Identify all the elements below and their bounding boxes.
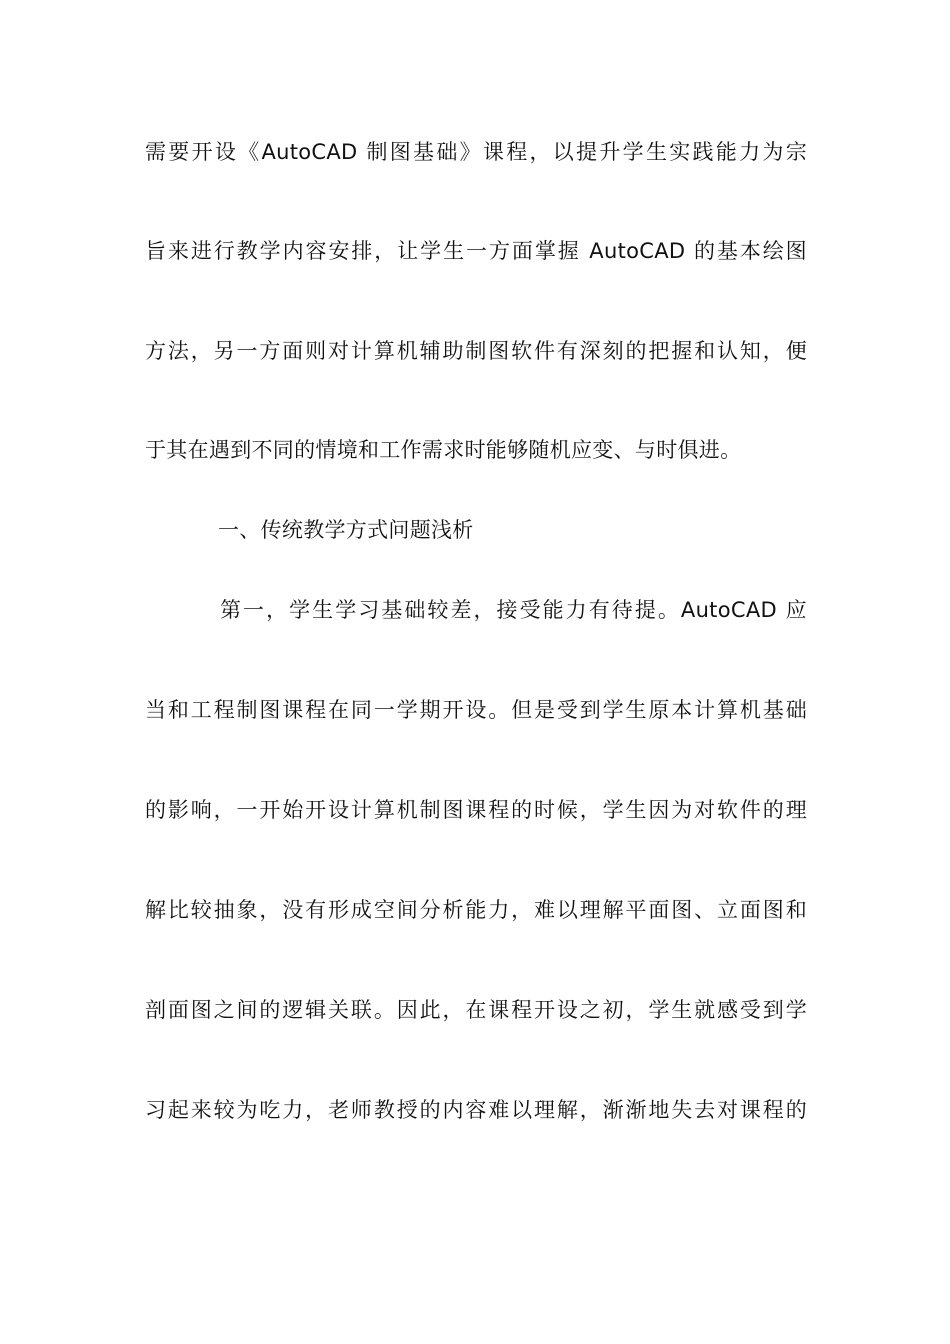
- paragraph-line: 需要开设《AutoCAD 制图基础》课程，以提升学生实践能力为宗: [145, 140, 807, 164]
- section-heading: 一、传统教学方式问题浅析: [218, 518, 474, 542]
- paragraph-line: 方法，另一方面则对计算机辅助制图软件有深刻的把握和认知，便: [145, 339, 807, 363]
- paragraph-line: 的影响，一开始开设计算机制图课程的时候，学生因为对软件的理: [145, 798, 807, 822]
- paragraph-line: 解比较抽象，没有形成空间分析能力，难以理解平面图、立面图和: [145, 898, 807, 922]
- paragraph-line: 于其在遇到不同的情境和工作需求时能够随机应变、与时俱进。: [145, 438, 742, 462]
- paragraph-line: 习起来较为吃力，老师教授的内容难以理解，渐渐地失去对课程的: [145, 1098, 807, 1122]
- paragraph-line: 旨来进行教学内容安排，让学生一方面掌握 AutoCAD 的基本绘图: [145, 239, 807, 263]
- paragraph-line: 当和工程制图课程在同一学期开设。但是受到学生原本计算机基础: [145, 698, 807, 722]
- paragraph-line: 剖面图之间的逻辑关联。因此，在课程开设之初，学生就感受到学: [145, 998, 807, 1022]
- paragraph-line: 第一，学生学习基础较差，接受能力有待提。AutoCAD 应: [220, 598, 807, 622]
